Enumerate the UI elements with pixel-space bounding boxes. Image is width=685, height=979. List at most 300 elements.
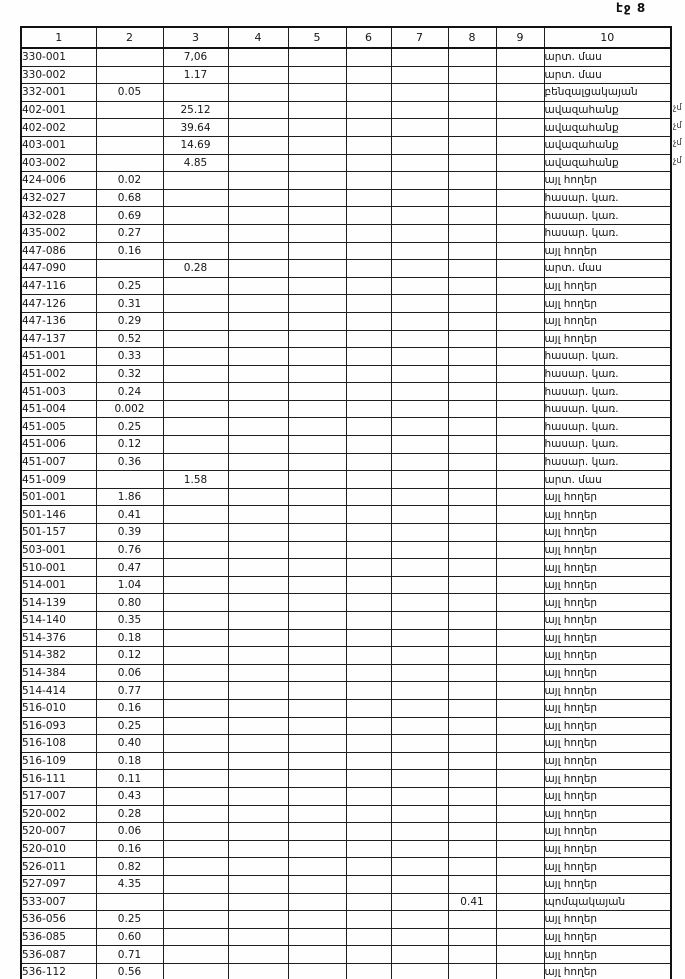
- cell-col8-value: [448, 823, 496, 841]
- cell-landuse-label: այլ հողեր: [544, 506, 671, 524]
- cell-col2-value: 0.16: [96, 699, 163, 717]
- cell-parcel-code: 447-137: [21, 330, 96, 348]
- cell-col2-value: [96, 48, 163, 66]
- cell-col5-empty: [288, 946, 346, 964]
- cell-col2-value: 0.06: [96, 823, 163, 841]
- cell-landuse-label: այլ հողեր: [544, 682, 671, 700]
- cell-col5-empty: [288, 172, 346, 190]
- cell-col8-value: [448, 242, 496, 260]
- cell-col8-value: [448, 594, 496, 612]
- table-row: [21, 612, 671, 630]
- cell-col9-empty: [496, 946, 544, 964]
- cell-col9-empty: [496, 559, 544, 577]
- cell-landuse-label: այլ հողեր: [544, 612, 671, 630]
- cell-col9-empty: [496, 541, 544, 559]
- cell-col3-value: [163, 312, 228, 330]
- cell-col9-empty: [496, 418, 544, 436]
- cell-col4-empty: [228, 541, 288, 559]
- cell-landuse-label: արտ. մաս: [544, 471, 671, 489]
- cell-col5-empty: [288, 189, 346, 207]
- cell-col8-value: [448, 629, 496, 647]
- cell-col2-value: 0.60: [96, 928, 163, 946]
- cell-col7-empty: [391, 330, 448, 348]
- table-row: [21, 172, 671, 190]
- cell-col9-empty: [496, 594, 544, 612]
- cell-parcel-code: 516-010: [21, 699, 96, 717]
- column-header-8: 8: [448, 27, 496, 48]
- table-row: [21, 330, 671, 348]
- cell-col8-value: [448, 330, 496, 348]
- cell-col4-empty: [228, 312, 288, 330]
- cell-landuse-label: պոմպակայան: [544, 893, 671, 911]
- cell-col7-empty: [391, 911, 448, 929]
- cell-col2-value: 0.31: [96, 295, 163, 313]
- cell-col6-empty: [346, 330, 391, 348]
- cell-col5-empty: [288, 471, 346, 489]
- cell-col8-value: [448, 295, 496, 313]
- cell-col8-value: [448, 506, 496, 524]
- cell-col6-empty: [346, 242, 391, 260]
- cell-col8-value: [448, 664, 496, 682]
- table-row: [21, 154, 671, 172]
- cell-parcel-code: 432-028: [21, 207, 96, 225]
- cell-col6-empty: [346, 66, 391, 84]
- cell-col8-value: [448, 119, 496, 137]
- cell-col9-empty: [496, 383, 544, 401]
- cell-parcel-code: 501-001: [21, 488, 96, 506]
- cell-col5-empty: [288, 823, 346, 841]
- cell-col8-value: [448, 471, 496, 489]
- cell-col2-value: 0.52: [96, 330, 163, 348]
- cell-col7-empty: [391, 348, 448, 366]
- cell-col7-empty: [391, 840, 448, 858]
- cell-col4-empty: [228, 893, 288, 911]
- cell-col6-empty: [346, 383, 391, 401]
- cell-parcel-code: 447-116: [21, 277, 96, 295]
- cell-landuse-label: այլ հողեր: [544, 647, 671, 665]
- cell-col3-value: 0.28: [163, 260, 228, 278]
- column-header-5: 5: [288, 27, 346, 48]
- cell-col3-value: [163, 787, 228, 805]
- cell-col2-value: [96, 101, 163, 119]
- cell-col7-empty: [391, 805, 448, 823]
- cell-col9-empty: [496, 805, 544, 823]
- cell-col8-value: [448, 524, 496, 542]
- cell-col5-empty: [288, 612, 346, 630]
- cell-parcel-code: 516-111: [21, 770, 96, 788]
- cell-col5-empty: [288, 524, 346, 542]
- cell-col6-empty: [346, 136, 391, 154]
- cell-col4-empty: [228, 242, 288, 260]
- column-header-10: 10: [544, 27, 671, 48]
- cell-col6-empty: [346, 119, 391, 137]
- cell-col6-empty: [346, 875, 391, 893]
- cell-col8-value: [448, 383, 496, 401]
- cell-col2-value: [96, 893, 163, 911]
- cell-parcel-code: 503-001: [21, 541, 96, 559]
- table-row: [21, 312, 671, 330]
- cell-col4-empty: [228, 576, 288, 594]
- cell-col2-value: 0.29: [96, 312, 163, 330]
- cell-col2-value: 1.86: [96, 488, 163, 506]
- cell-col2-value: 0.71: [96, 946, 163, 964]
- table-row: [21, 471, 671, 489]
- table-row: [21, 295, 671, 313]
- table-row: [21, 911, 671, 929]
- column-header-3: 3: [163, 27, 228, 48]
- cell-col9-empty: [496, 823, 544, 841]
- cell-col4-empty: [228, 506, 288, 524]
- table-row: [21, 629, 671, 647]
- cell-col6-empty: [346, 946, 391, 964]
- cell-col3-value: [163, 436, 228, 454]
- cell-landuse-label: այլ հողեր: [544, 277, 671, 295]
- table-row: [21, 928, 671, 946]
- cell-col7-empty: [391, 436, 448, 454]
- cell-col9-empty: [496, 717, 544, 735]
- cell-col2-value: 0.77: [96, 682, 163, 700]
- cell-col3-value: [163, 207, 228, 225]
- cell-col4-empty: [228, 911, 288, 929]
- cell-col3-value: 25.12: [163, 101, 228, 119]
- cell-col4-empty: [228, 524, 288, 542]
- cell-col9-empty: [496, 172, 544, 190]
- cell-col2-value: 0.33: [96, 348, 163, 366]
- cell-landuse-label: այլ հողեր: [544, 559, 671, 577]
- cell-col6-empty: [346, 594, 391, 612]
- cell-landuse-label: այլ հողեր: [544, 928, 671, 946]
- cell-parcel-code: 451-009: [21, 471, 96, 489]
- cell-col6-empty: [346, 154, 391, 172]
- cell-col8-value: [448, 735, 496, 753]
- cell-col4-empty: [228, 189, 288, 207]
- cell-col9-empty: [496, 629, 544, 647]
- table-row: [21, 541, 671, 559]
- table-row: [21, 770, 671, 788]
- cell-landuse-label: այլ հողեր: [544, 576, 671, 594]
- cell-col5-empty: [288, 770, 346, 788]
- cell-col3-value: [163, 647, 228, 665]
- cell-col9-empty: [496, 875, 544, 893]
- cell-col2-value: 0.80: [96, 594, 163, 612]
- cell-parcel-code: 447-126: [21, 295, 96, 313]
- cell-col7-empty: [391, 576, 448, 594]
- cell-col9-empty: [496, 189, 544, 207]
- cell-landuse-label: այլ հողեր: [544, 770, 671, 788]
- cell-col9-empty: [496, 471, 544, 489]
- table-row: [21, 576, 671, 594]
- cell-parcel-code: 536-087: [21, 946, 96, 964]
- cell-col4-empty: [228, 101, 288, 119]
- cell-col4-empty: [228, 752, 288, 770]
- cell-col8-value: 0.41: [448, 893, 496, 911]
- cell-col8-value: [448, 928, 496, 946]
- cell-col3-value: [163, 664, 228, 682]
- cell-col8-value: [448, 699, 496, 717]
- cell-landuse-label: բենզալցակայան: [544, 84, 671, 102]
- cell-col2-value: [96, 471, 163, 489]
- cell-parcel-code: 514-140: [21, 612, 96, 630]
- cell-col2-value: 0.40: [96, 735, 163, 753]
- table-row: [21, 699, 671, 717]
- cell-parcel-code: 514-376: [21, 629, 96, 647]
- cell-col3-value: [163, 242, 228, 260]
- cell-col7-empty: [391, 752, 448, 770]
- cell-col7-empty: [391, 154, 448, 172]
- cell-parcel-code: 536-085: [21, 928, 96, 946]
- cell-col5-empty: [288, 911, 346, 929]
- cell-col7-empty: [391, 48, 448, 66]
- cell-col6-empty: [346, 224, 391, 242]
- cell-landuse-label: այլ հողեր: [544, 840, 671, 858]
- cell-col8-value: [448, 576, 496, 594]
- cell-col7-empty: [391, 717, 448, 735]
- cell-col2-value: 0.25: [96, 277, 163, 295]
- cell-col9-empty: [496, 312, 544, 330]
- cell-col2-value: 0.05: [96, 84, 163, 102]
- cell-parcel-code: 403-001: [21, 136, 96, 154]
- table-row: [21, 84, 671, 102]
- cell-col9-empty: [496, 101, 544, 119]
- cell-parcel-code: 514-139: [21, 594, 96, 612]
- table-row: [21, 735, 671, 753]
- cell-col6-empty: [346, 647, 391, 665]
- cell-col9-empty: [496, 752, 544, 770]
- cell-col3-value: [163, 330, 228, 348]
- cell-col9-empty: [496, 664, 544, 682]
- cell-col5-empty: [288, 277, 346, 295]
- cell-col8-value: [448, 752, 496, 770]
- cell-col8-value: [448, 224, 496, 242]
- cell-col2-value: 0.56: [96, 963, 163, 979]
- cell-col5-empty: [288, 224, 346, 242]
- cell-col3-value: 1.17: [163, 66, 228, 84]
- cell-col3-value: [163, 946, 228, 964]
- cell-col4-empty: [228, 875, 288, 893]
- cell-parcel-code: 514-384: [21, 664, 96, 682]
- cell-col8-value: [448, 277, 496, 295]
- cell-col3-value: [163, 506, 228, 524]
- cell-col3-value: [163, 875, 228, 893]
- cell-col5-empty: [288, 242, 346, 260]
- land-parcel-table: [20, 26, 672, 979]
- table-row: [21, 594, 671, 612]
- cell-col5-empty: [288, 506, 346, 524]
- cell-col2-value: 0.25: [96, 717, 163, 735]
- table-row: [21, 664, 671, 682]
- cell-col8-value: [448, 365, 496, 383]
- cell-col4-empty: [228, 260, 288, 278]
- cell-col4-empty: [228, 154, 288, 172]
- cell-col7-empty: [391, 963, 448, 979]
- margin-note: չմ: [673, 103, 682, 114]
- cell-col2-value: 0.12: [96, 436, 163, 454]
- cell-col4-empty: [228, 629, 288, 647]
- cell-landuse-label: հասար. կառ.: [544, 348, 671, 366]
- margin-note: չմ: [673, 138, 682, 149]
- table-row: [21, 946, 671, 964]
- cell-col6-empty: [346, 664, 391, 682]
- cell-col7-empty: [391, 647, 448, 665]
- cell-col2-value: 0.02: [96, 172, 163, 190]
- cell-landuse-label: այլ հողեր: [544, 946, 671, 964]
- cell-col2-value: [96, 119, 163, 137]
- cell-landuse-label: այլ հողեր: [544, 717, 671, 735]
- cell-col8-value: [448, 189, 496, 207]
- page-number-label: էջ 8: [616, 1, 647, 15]
- table-row: [21, 66, 671, 84]
- cell-col4-empty: [228, 612, 288, 630]
- cell-parcel-code: 501-157: [21, 524, 96, 542]
- cell-col7-empty: [391, 189, 448, 207]
- cell-col8-value: [448, 488, 496, 506]
- cell-col4-empty: [228, 840, 288, 858]
- cell-col3-value: [163, 365, 228, 383]
- cell-parcel-code: 402-001: [21, 101, 96, 119]
- table-row: [21, 400, 671, 418]
- cell-col6-empty: [346, 682, 391, 700]
- cell-landuse-label: այլ հողեր: [544, 488, 671, 506]
- cell-landuse-label: այլ հողեր: [544, 858, 671, 876]
- cell-col4-empty: [228, 787, 288, 805]
- cell-landuse-label: այլ հողեր: [544, 911, 671, 929]
- cell-landuse-label: այլ հողեր: [544, 752, 671, 770]
- cell-col6-empty: [346, 612, 391, 630]
- cell-col9-empty: [496, 576, 544, 594]
- cell-col5-empty: [288, 576, 346, 594]
- cell-parcel-code: 402-002: [21, 119, 96, 137]
- cell-col7-empty: [391, 295, 448, 313]
- cell-col3-value: [163, 629, 228, 647]
- table-row: [21, 242, 671, 260]
- column-header-4: 4: [228, 27, 288, 48]
- cell-parcel-code: 403-002: [21, 154, 96, 172]
- cell-col2-value: 0.002: [96, 400, 163, 418]
- cell-col4-empty: [228, 946, 288, 964]
- cell-landuse-label: այլ հողեր: [544, 242, 671, 260]
- cell-col2-value: [96, 260, 163, 278]
- cell-col5-empty: [288, 383, 346, 401]
- cell-col6-empty: [346, 101, 391, 119]
- cell-col2-value: 0.16: [96, 242, 163, 260]
- cell-col8-value: [448, 682, 496, 700]
- cell-col7-empty: [391, 260, 448, 278]
- cell-col4-empty: [228, 418, 288, 436]
- table-header-row: [21, 27, 671, 48]
- cell-col9-empty: [496, 647, 544, 665]
- cell-landuse-label: այլ հողեր: [544, 312, 671, 330]
- cell-col4-empty: [228, 172, 288, 190]
- cell-col3-value: [163, 453, 228, 471]
- cell-col8-value: [448, 647, 496, 665]
- cell-parcel-code: 514-001: [21, 576, 96, 594]
- cell-parcel-code: 451-003: [21, 383, 96, 401]
- cell-col2-value: 0.43: [96, 787, 163, 805]
- cell-col5-empty: [288, 893, 346, 911]
- cell-parcel-code: 330-002: [21, 66, 96, 84]
- cell-col4-empty: [228, 66, 288, 84]
- cell-parcel-code: 432-027: [21, 189, 96, 207]
- cell-col6-empty: [346, 277, 391, 295]
- cell-col7-empty: [391, 875, 448, 893]
- cell-col8-value: [448, 963, 496, 979]
- table-row: [21, 752, 671, 770]
- cell-col9-empty: [496, 365, 544, 383]
- cell-col3-value: [163, 84, 228, 102]
- cell-col3-value: 39.64: [163, 119, 228, 137]
- cell-col6-empty: [346, 295, 391, 313]
- cell-col3-value: [163, 612, 228, 630]
- cell-col4-empty: [228, 453, 288, 471]
- cell-col9-empty: [496, 787, 544, 805]
- cell-col7-empty: [391, 84, 448, 102]
- cell-col8-value: [448, 805, 496, 823]
- cell-col4-empty: [228, 963, 288, 979]
- cell-landuse-label: այլ հողեր: [544, 875, 671, 893]
- cell-col2-value: 0.24: [96, 383, 163, 401]
- cell-col5-empty: [288, 418, 346, 436]
- cell-col7-empty: [391, 136, 448, 154]
- cell-col8-value: [448, 770, 496, 788]
- table-row: [21, 488, 671, 506]
- cell-col3-value: [163, 524, 228, 542]
- table-row: [21, 365, 671, 383]
- cell-landuse-label: այլ հողեր: [544, 524, 671, 542]
- cell-col3-value: [163, 893, 228, 911]
- cell-col2-value: 0.12: [96, 647, 163, 665]
- cell-col8-value: [448, 911, 496, 929]
- cell-col5-empty: [288, 84, 346, 102]
- cell-col5-empty: [288, 348, 346, 366]
- cell-col2-value: [96, 136, 163, 154]
- cell-parcel-code: 517-007: [21, 787, 96, 805]
- cell-col3-value: [163, 928, 228, 946]
- cell-col5-empty: [288, 295, 346, 313]
- cell-parcel-code: 520-010: [21, 840, 96, 858]
- cell-col7-empty: [391, 664, 448, 682]
- cell-col5-empty: [288, 752, 346, 770]
- cell-col7-empty: [391, 224, 448, 242]
- cell-col6-empty: [346, 524, 391, 542]
- column-header-9: 9: [496, 27, 544, 48]
- cell-col3-value: [163, 383, 228, 401]
- cell-col5-empty: [288, 963, 346, 979]
- cell-col6-empty: [346, 893, 391, 911]
- cell-parcel-code: 451-001: [21, 348, 96, 366]
- cell-col7-empty: [391, 383, 448, 401]
- cell-col6-empty: [346, 963, 391, 979]
- cell-col3-value: [163, 400, 228, 418]
- cell-col3-value: 7,06: [163, 48, 228, 66]
- cell-col7-empty: [391, 66, 448, 84]
- cell-col4-empty: [228, 682, 288, 700]
- cell-col6-empty: [346, 207, 391, 225]
- cell-parcel-code: 510-001: [21, 559, 96, 577]
- cell-col5-empty: [288, 787, 346, 805]
- cell-col9-empty: [496, 858, 544, 876]
- cell-col5-empty: [288, 629, 346, 647]
- cell-col4-empty: [228, 594, 288, 612]
- cell-landuse-label: այլ հողեր: [544, 172, 671, 190]
- cell-col9-empty: [496, 928, 544, 946]
- cell-landuse-label: ավազահանք: [544, 154, 671, 172]
- cell-col6-empty: [346, 576, 391, 594]
- cell-col4-empty: [228, 295, 288, 313]
- cell-col2-value: 0.06: [96, 664, 163, 682]
- cell-col6-empty: [346, 400, 391, 418]
- table-row: [21, 717, 671, 735]
- cell-parcel-code: 447-090: [21, 260, 96, 278]
